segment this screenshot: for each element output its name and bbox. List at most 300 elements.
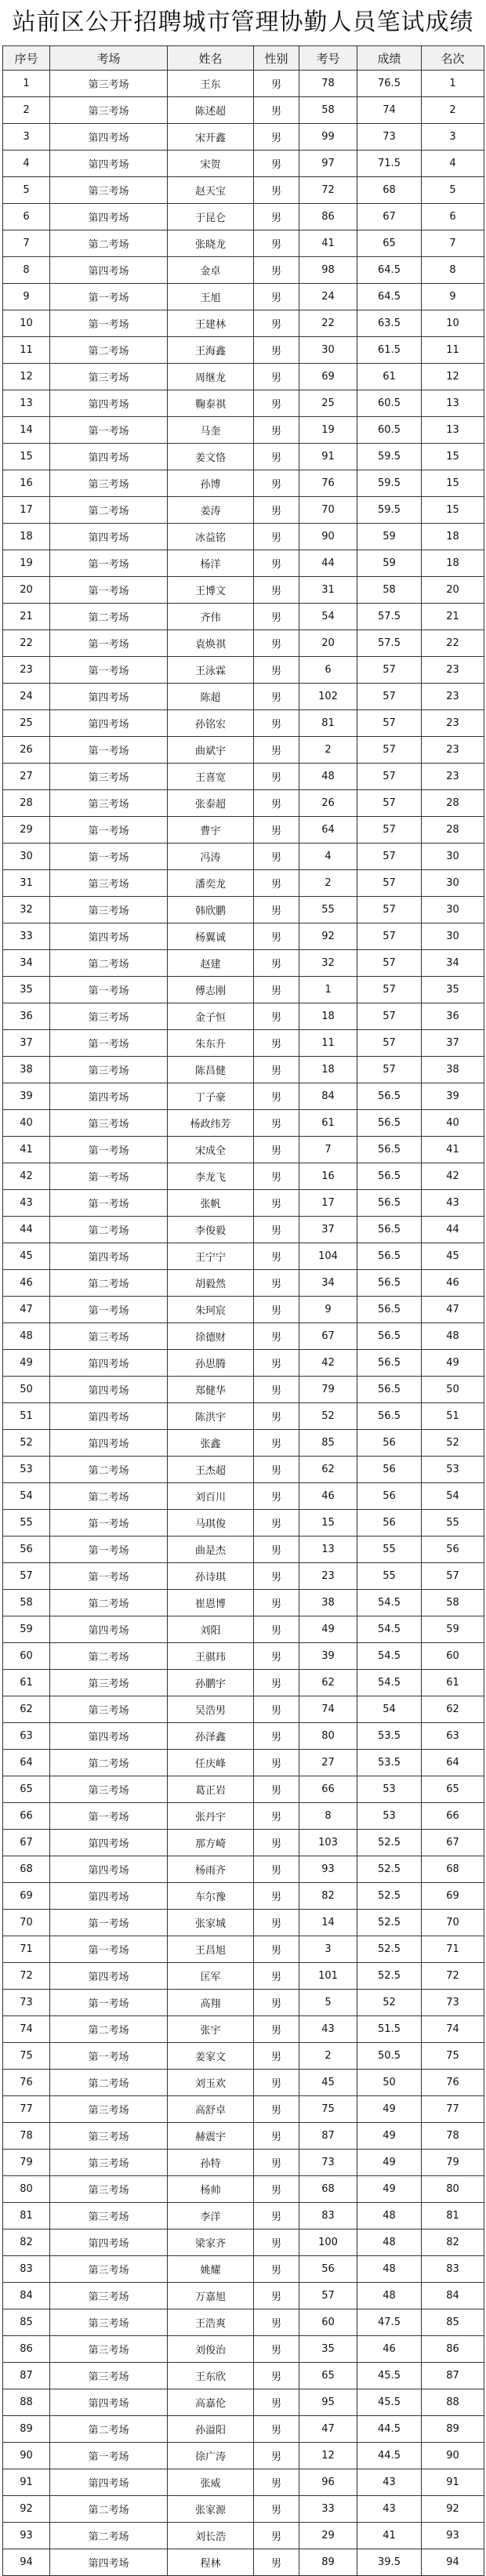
cell-rank: 73 xyxy=(422,1990,484,2016)
cell-seq: 53 xyxy=(3,1457,50,1483)
cell-exam-number: 98 xyxy=(299,257,357,284)
cell-exam-number: 24 xyxy=(299,284,357,310)
table-row xyxy=(3,2523,484,2549)
header-rank: 名次 xyxy=(422,46,484,71)
cell-name: 金子恒 xyxy=(168,1003,254,1030)
table-row xyxy=(3,1110,484,1137)
table-row xyxy=(3,790,484,817)
cell-name: 张帆 xyxy=(168,1190,254,1217)
cell-name: 陈昌健 xyxy=(168,1057,254,1083)
cell-exam-number: 87 xyxy=(299,2123,357,2150)
cell-name: 张家源 xyxy=(168,2496,254,2523)
cell-exam-number: 26 xyxy=(299,790,357,817)
cell-exam-number: 102 xyxy=(299,684,357,710)
cell-gender: 男 xyxy=(254,923,299,950)
cell-name: 陈述超 xyxy=(168,97,254,124)
cell-gender: 男 xyxy=(254,1190,299,1217)
cell-gender: 男 xyxy=(254,470,299,497)
cell-exam-room: 第四考场 xyxy=(50,1403,168,1430)
cell-score: 48 xyxy=(357,2230,422,2256)
cell-gender: 男 xyxy=(254,1057,299,1083)
cell-exam-number: 35 xyxy=(299,2336,357,2363)
cell-gender: 男 xyxy=(254,364,299,390)
cell-name: 鞠泰祺 xyxy=(168,390,254,417)
cell-rank: 44 xyxy=(422,1217,484,1243)
table-row xyxy=(3,524,484,550)
cell-name: 王海鑫 xyxy=(168,337,254,364)
cell-seq: 27 xyxy=(3,764,50,790)
cell-gender: 男 xyxy=(254,151,299,177)
scores-table xyxy=(2,45,484,2576)
cell-gender: 男 xyxy=(254,2043,299,2070)
table-row xyxy=(3,417,484,444)
cell-score: 49 xyxy=(357,2123,422,2150)
cell-exam-number: 4 xyxy=(299,844,357,870)
cell-name: 刘俊治 xyxy=(168,2336,254,2363)
cell-seq: 11 xyxy=(3,337,50,364)
cell-score: 57 xyxy=(357,923,422,950)
cell-name: 于昆仑 xyxy=(168,204,254,230)
table-row xyxy=(3,870,484,897)
cell-score: 57 xyxy=(357,764,422,790)
cell-seq: 47 xyxy=(3,1297,50,1323)
cell-seq: 66 xyxy=(3,1803,50,1830)
cell-rank: 15 xyxy=(422,497,484,524)
cell-score: 76.5 xyxy=(357,71,422,97)
table-row xyxy=(3,923,484,950)
table-row xyxy=(3,1030,484,1057)
cell-seq: 4 xyxy=(3,151,50,177)
cell-rank: 5 xyxy=(422,177,484,204)
cell-gender: 男 xyxy=(254,2150,299,2176)
cell-score: 60.5 xyxy=(357,417,422,444)
cell-name: 齐伟 xyxy=(168,604,254,630)
cell-name: 葛正岩 xyxy=(168,1776,254,1803)
cell-exam-number: 37 xyxy=(299,1217,357,1243)
cell-exam-room: 第三考场 xyxy=(50,2336,168,2363)
cell-name: 李俊毅 xyxy=(168,1217,254,1243)
cell-seq: 36 xyxy=(3,1003,50,1030)
cell-gender: 男 xyxy=(254,1616,299,1643)
cell-score: 45.5 xyxy=(357,2389,422,2416)
cell-exam-room: 第一考场 xyxy=(50,1137,168,1163)
cell-gender: 男 xyxy=(254,1217,299,1243)
cell-seq: 63 xyxy=(3,1723,50,1750)
cell-name: 宋贺 xyxy=(168,151,254,177)
page-title: 站前区公开招聘城市管理协勤人员笔试成绩 xyxy=(12,9,474,36)
cell-seq: 17 xyxy=(3,497,50,524)
cell-name: 孙博 xyxy=(168,470,254,497)
cell-score: 47.5 xyxy=(357,2309,422,2336)
cell-exam-room: 第三考场 xyxy=(50,2123,168,2150)
cell-rank: 28 xyxy=(422,817,484,844)
cell-gender: 男 xyxy=(254,2309,299,2336)
cell-score: 53 xyxy=(357,1776,422,1803)
cell-score: 56 xyxy=(357,1510,422,1537)
cell-rank: 66 xyxy=(422,1803,484,1830)
cell-rank: 93 xyxy=(422,2523,484,2549)
cell-exam-room: 第四考场 xyxy=(50,1883,168,1910)
cell-exam-room: 第二考场 xyxy=(50,1590,168,1616)
cell-name: 王东 xyxy=(168,71,254,97)
cell-seq: 14 xyxy=(3,417,50,444)
cell-rank: 67 xyxy=(422,1830,484,1856)
cell-exam-number: 29 xyxy=(299,2523,357,2549)
header-exam-number: 考号 xyxy=(299,46,357,71)
cell-gender: 男 xyxy=(254,657,299,684)
table-row xyxy=(3,2416,484,2443)
cell-score: 52.5 xyxy=(357,1856,422,1883)
cell-exam-number: 86 xyxy=(299,204,357,230)
table-row xyxy=(3,1457,484,1483)
table-row xyxy=(3,2549,484,2576)
cell-exam-number: 80 xyxy=(299,1723,357,1750)
cell-rank: 46 xyxy=(422,1270,484,1297)
cell-exam-room: 第四考场 xyxy=(50,124,168,151)
cell-exam-room: 第二考场 xyxy=(50,230,168,257)
cell-gender: 男 xyxy=(254,2070,299,2096)
cell-rank: 30 xyxy=(422,923,484,950)
cell-gender: 男 xyxy=(254,1403,299,1430)
header-exam-room: 考场 xyxy=(50,46,168,71)
cell-rank: 12 xyxy=(422,364,484,390)
table-row xyxy=(3,257,484,284)
cell-exam-number: 25 xyxy=(299,390,357,417)
cell-seq: 10 xyxy=(3,310,50,337)
cell-gender: 男 xyxy=(254,1243,299,1270)
cell-exam-number: 70 xyxy=(299,497,357,524)
cell-gender: 男 xyxy=(254,817,299,844)
cell-seq: 70 xyxy=(3,1910,50,1936)
cell-gender: 男 xyxy=(254,1776,299,1803)
cell-score: 53.5 xyxy=(357,1750,422,1776)
cell-score: 57 xyxy=(357,684,422,710)
cell-exam-room: 第一考场 xyxy=(50,577,168,604)
cell-exam-room: 第四考场 xyxy=(50,684,168,710)
cell-exam-number: 85 xyxy=(299,1430,357,1457)
cell-exam-number: 65 xyxy=(299,2363,357,2389)
cell-rank: 78 xyxy=(422,2123,484,2150)
cell-rank: 86 xyxy=(422,2336,484,2363)
cell-seq: 19 xyxy=(3,550,50,577)
cell-score: 61 xyxy=(357,364,422,390)
cell-name: 刘玉欢 xyxy=(168,2070,254,2096)
cell-rank: 15 xyxy=(422,470,484,497)
cell-exam-room: 第一考场 xyxy=(50,1936,168,1963)
cell-rank: 20 xyxy=(422,577,484,604)
cell-gender: 男 xyxy=(254,977,299,1003)
table-row xyxy=(3,1910,484,1936)
cell-seq: 23 xyxy=(3,657,50,684)
cell-gender: 男 xyxy=(254,1643,299,1670)
cell-gender: 男 xyxy=(254,604,299,630)
cell-name: 姜涛 xyxy=(168,497,254,524)
cell-exam-room: 第三考场 xyxy=(50,1003,168,1030)
cell-exam-room: 第二考场 xyxy=(50,337,168,364)
cell-gender: 男 xyxy=(254,1510,299,1537)
cell-exam-number: 79 xyxy=(299,1377,357,1403)
cell-score: 57 xyxy=(357,790,422,817)
cell-gender: 男 xyxy=(254,337,299,364)
cell-name: 赫震宇 xyxy=(168,2123,254,2150)
cell-rank: 43 xyxy=(422,1190,484,1217)
cell-exam-room: 第一考场 xyxy=(50,1990,168,2016)
cell-exam-room: 第二考场 xyxy=(50,1643,168,1670)
cell-exam-number: 30 xyxy=(299,337,357,364)
cell-seq: 43 xyxy=(3,1190,50,1217)
cell-exam-number: 46 xyxy=(299,1483,357,1510)
cell-seq: 29 xyxy=(3,817,50,844)
table-row xyxy=(3,1297,484,1323)
cell-name: 袁焕祺 xyxy=(168,630,254,657)
cell-name: 王东欣 xyxy=(168,2363,254,2389)
cell-exam-number: 92 xyxy=(299,923,357,950)
cell-score: 51.5 xyxy=(357,2016,422,2043)
table-row xyxy=(3,737,484,764)
cell-exam-room: 第一考场 xyxy=(50,657,168,684)
cell-name: 徐德财 xyxy=(168,1323,254,1350)
cell-exam-room: 第二考场 xyxy=(50,2070,168,2096)
cell-score: 64.5 xyxy=(357,284,422,310)
cell-score: 73 xyxy=(357,124,422,151)
cell-score: 57 xyxy=(357,1003,422,1030)
cell-score: 59.5 xyxy=(357,470,422,497)
cell-seq: 35 xyxy=(3,977,50,1003)
cell-score: 52 xyxy=(357,1990,422,2016)
cell-rank: 6 xyxy=(422,204,484,230)
cell-exam-number: 62 xyxy=(299,1670,357,1696)
cell-score: 56 xyxy=(357,1430,422,1457)
cell-rank: 71 xyxy=(422,1936,484,1963)
cell-exam-number: 18 xyxy=(299,1057,357,1083)
cell-score: 55 xyxy=(357,1537,422,1563)
cell-gender: 男 xyxy=(254,1910,299,1936)
cell-gender: 男 xyxy=(254,1297,299,1323)
table-row xyxy=(3,2203,484,2230)
cell-rank: 55 xyxy=(422,1510,484,1537)
cell-rank: 7 xyxy=(422,230,484,257)
cell-gender: 男 xyxy=(254,1350,299,1377)
cell-gender: 男 xyxy=(254,1537,299,1563)
cell-exam-number: 54 xyxy=(299,604,357,630)
cell-rank: 15 xyxy=(422,444,484,470)
cell-score: 56.5 xyxy=(357,1217,422,1243)
cell-gender: 男 xyxy=(254,2549,299,2576)
cell-exam-room: 第四考场 xyxy=(50,1083,168,1110)
cell-exam-number: 38 xyxy=(299,1590,357,1616)
table-row xyxy=(3,1963,484,1990)
cell-name: 匡军 xyxy=(168,1963,254,1990)
cell-exam-room: 第一考场 xyxy=(50,1510,168,1537)
cell-seq: 57 xyxy=(3,1563,50,1590)
cell-exam-number: 72 xyxy=(299,177,357,204)
cell-seq: 24 xyxy=(3,684,50,710)
cell-score: 45.5 xyxy=(357,2363,422,2389)
cell-exam-room: 第三考场 xyxy=(50,1696,168,1723)
cell-rank: 54 xyxy=(422,1483,484,1510)
cell-score: 56.5 xyxy=(357,1083,422,1110)
cell-exam-number: 55 xyxy=(299,897,357,923)
cell-seq: 73 xyxy=(3,1990,50,2016)
cell-rank: 81 xyxy=(422,2203,484,2230)
cell-score: 57.5 xyxy=(357,604,422,630)
cell-rank: 61 xyxy=(422,1670,484,1696)
cell-exam-number: 7 xyxy=(299,1137,357,1163)
cell-gender: 男 xyxy=(254,524,299,550)
table-row xyxy=(3,1137,484,1163)
cell-rank: 30 xyxy=(422,870,484,897)
cell-exam-room: 第一考场 xyxy=(50,550,168,577)
cell-rank: 70 xyxy=(422,1910,484,1936)
cell-score: 52.5 xyxy=(357,1910,422,1936)
cell-seq: 6 xyxy=(3,204,50,230)
cell-seq: 87 xyxy=(3,2363,50,2389)
cell-exam-room: 第四考场 xyxy=(50,1856,168,1883)
cell-gender: 男 xyxy=(254,550,299,577)
cell-gender: 男 xyxy=(254,1270,299,1297)
cell-seq: 50 xyxy=(3,1377,50,1403)
cell-score: 57 xyxy=(357,817,422,844)
cell-exam-room: 第四考场 xyxy=(50,923,168,950)
table-row xyxy=(3,1083,484,1110)
cell-exam-room: 第一考场 xyxy=(50,1030,168,1057)
cell-score: 54.5 xyxy=(357,1616,422,1643)
cell-score: 57 xyxy=(357,737,422,764)
cell-rank: 63 xyxy=(422,1723,484,1750)
cell-exam-room: 第二考场 xyxy=(50,604,168,630)
cell-name: 姜家文 xyxy=(168,2043,254,2070)
cell-exam-number: 18 xyxy=(299,1003,357,1030)
cell-exam-room: 第四考场 xyxy=(50,1723,168,1750)
cell-exam-number: 16 xyxy=(299,1163,357,1190)
cell-seq: 75 xyxy=(3,2043,50,2070)
cell-rank: 49 xyxy=(422,1350,484,1377)
cell-score: 52.5 xyxy=(357,1883,422,1910)
table-row xyxy=(3,1563,484,1590)
cell-exam-room: 第三考场 xyxy=(50,97,168,124)
cell-name: 张泰超 xyxy=(168,790,254,817)
cell-exam-room: 第三考场 xyxy=(50,2150,168,2176)
cell-rank: 11 xyxy=(422,337,484,364)
table-row xyxy=(3,1190,484,1217)
cell-score: 59 xyxy=(357,524,422,550)
cell-score: 58 xyxy=(357,577,422,604)
cell-rank: 34 xyxy=(422,950,484,977)
cell-exam-number: 15 xyxy=(299,1510,357,1537)
table-row xyxy=(3,204,484,230)
cell-name: 朱东升 xyxy=(168,1030,254,1057)
cell-name: 韩欣鹏 xyxy=(168,897,254,923)
cell-gender: 男 xyxy=(254,790,299,817)
cell-rank: 92 xyxy=(422,2496,484,2523)
cell-gender: 男 xyxy=(254,2523,299,2549)
cell-gender: 男 xyxy=(254,230,299,257)
cell-gender: 男 xyxy=(254,950,299,977)
cell-score: 59.5 xyxy=(357,497,422,524)
cell-exam-number: 22 xyxy=(299,310,357,337)
cell-gender: 男 xyxy=(254,444,299,470)
cell-seq: 1 xyxy=(3,71,50,97)
cell-seq: 44 xyxy=(3,1217,50,1243)
cell-rank: 30 xyxy=(422,844,484,870)
cell-exam-room: 第一考场 xyxy=(50,630,168,657)
cell-score: 56.5 xyxy=(357,1350,422,1377)
cell-exam-room: 第一考场 xyxy=(50,817,168,844)
cell-score: 57 xyxy=(357,657,422,684)
cell-seq: 37 xyxy=(3,1030,50,1057)
table-row xyxy=(3,2176,484,2203)
cell-score: 48 xyxy=(357,2203,422,2230)
cell-exam-room: 第二考场 xyxy=(50,1483,168,1510)
cell-rank: 53 xyxy=(422,1457,484,1483)
cell-seq: 58 xyxy=(3,1590,50,1616)
cell-exam-number: 9 xyxy=(299,1297,357,1323)
cell-name: 姚耀 xyxy=(168,2256,254,2283)
cell-gender: 男 xyxy=(254,1696,299,1723)
cell-exam-room: 第二考场 xyxy=(50,1217,168,1243)
cell-gender: 男 xyxy=(254,1003,299,1030)
cell-rank: 59 xyxy=(422,1616,484,1643)
cell-exam-number: 64 xyxy=(299,817,357,844)
cell-rank: 94 xyxy=(422,2549,484,2576)
cell-gender: 男 xyxy=(254,124,299,151)
cell-seq: 89 xyxy=(3,2416,50,2443)
table-row xyxy=(3,1670,484,1696)
cell-name: 任庆峰 xyxy=(168,1750,254,1776)
cell-rank: 45 xyxy=(422,1243,484,1270)
cell-gender: 男 xyxy=(254,1856,299,1883)
table-row xyxy=(3,2070,484,2096)
cell-name: 孙鹏宇 xyxy=(168,1670,254,1696)
cell-name: 曲是杰 xyxy=(168,1537,254,1563)
cell-score: 57 xyxy=(357,844,422,870)
cell-name: 王建林 xyxy=(168,310,254,337)
cell-rank: 1 xyxy=(422,71,484,97)
cell-seq: 90 xyxy=(3,2443,50,2469)
cell-exam-number: 8 xyxy=(299,1803,357,1830)
cell-gender: 男 xyxy=(254,1163,299,1190)
cell-name: 杨政纬芳 xyxy=(168,1110,254,1137)
table-row xyxy=(3,764,484,790)
cell-exam-room: 第三考场 xyxy=(50,790,168,817)
table-row xyxy=(3,1270,484,1297)
cell-gender: 男 xyxy=(254,577,299,604)
header-seq: 序号 xyxy=(3,46,50,71)
cell-name: 郑健华 xyxy=(168,1377,254,1403)
cell-exam-room: 第三考场 xyxy=(50,470,168,497)
cell-exam-room: 第一考场 xyxy=(50,1803,168,1830)
cell-name: 程林 xyxy=(168,2549,254,2576)
table-row xyxy=(3,444,484,470)
cell-seq: 56 xyxy=(3,1537,50,1563)
table-row xyxy=(3,310,484,337)
cell-gender: 男 xyxy=(254,630,299,657)
cell-seq: 49 xyxy=(3,1350,50,1377)
table-row xyxy=(3,2469,484,2496)
cell-gender: 男 xyxy=(254,2123,299,2150)
cell-rank: 56 xyxy=(422,1537,484,1563)
cell-exam-room: 第四考场 xyxy=(50,2230,168,2256)
cell-name: 宋开鑫 xyxy=(168,124,254,151)
cell-rank: 40 xyxy=(422,1110,484,1137)
table-row xyxy=(3,337,484,364)
cell-gender: 男 xyxy=(254,1083,299,1110)
cell-exam-number: 49 xyxy=(299,1616,357,1643)
header-score: 成绩 xyxy=(357,46,422,71)
cell-seq: 69 xyxy=(3,1883,50,1910)
cell-exam-number: 62 xyxy=(299,1457,357,1483)
cell-exam-number: 41 xyxy=(299,230,357,257)
